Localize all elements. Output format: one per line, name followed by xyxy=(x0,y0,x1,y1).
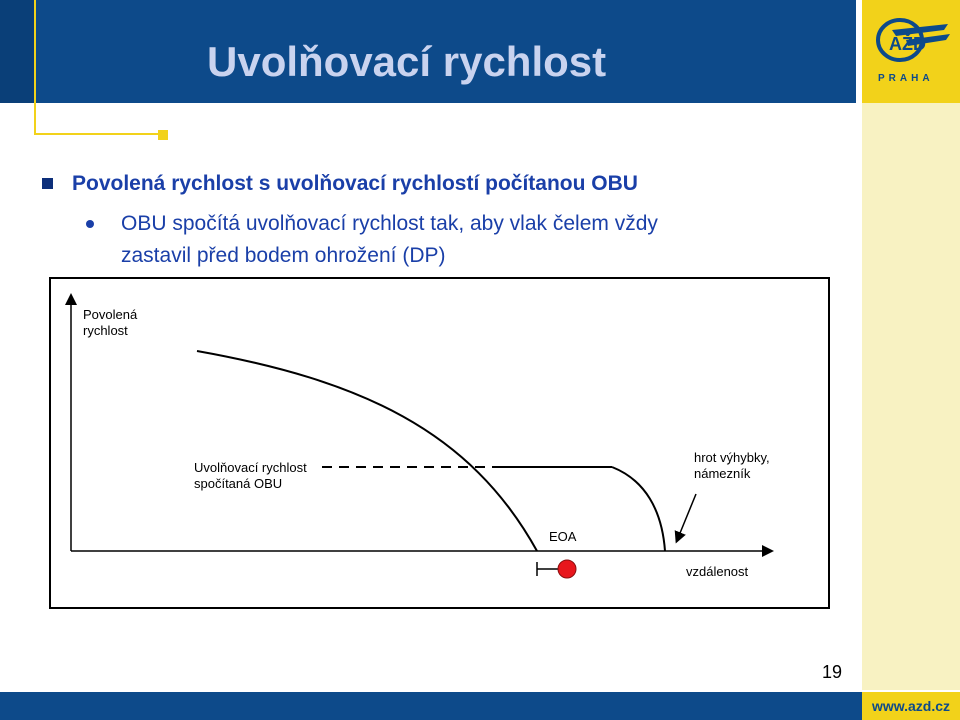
signal-red-icon xyxy=(558,560,576,578)
bullet-level1-text: Povolená rychlost s uvolňovací rychlostí počítanou OBU xyxy=(72,172,638,195)
danger-point-arrow xyxy=(678,494,696,538)
footer-url: www.azd.cz xyxy=(862,692,960,720)
logo-letters: AŽD xyxy=(889,34,926,54)
y-axis-label-line1: Povolená xyxy=(83,307,138,322)
release-drop-curve xyxy=(612,467,665,551)
page-number: 19 xyxy=(822,662,843,682)
footer-band xyxy=(0,692,862,720)
x-axis-label: vzdálenost xyxy=(686,564,749,579)
bullet-level2-line1: OBU spočítá uvolňovací rychlost tak, aby vlak čelem vždy xyxy=(121,212,658,235)
braking-curve xyxy=(197,351,537,551)
danger-point-label-line1: hrot výhybky, xyxy=(694,450,770,465)
y-axis-label xyxy=(83,307,137,339)
release-speed-label-line1: Uvolňovací rychlost xyxy=(194,460,307,475)
eoa-label: EOA xyxy=(549,529,577,544)
danger-point-label-line2: námezník xyxy=(694,466,751,481)
release-speed-label xyxy=(194,460,307,492)
y-axis-label-line2: rychlost xyxy=(83,323,128,338)
release-speed-label-line2: spočítaná OBU xyxy=(194,476,283,491)
slide-title: Uvolňovací rychlost xyxy=(207,38,607,85)
danger-point-label xyxy=(694,450,770,482)
logo-praha-text: PRAHA xyxy=(878,73,934,84)
bullet-level2-line2: zastavil před bodem ohrožení (DP) xyxy=(121,244,446,267)
